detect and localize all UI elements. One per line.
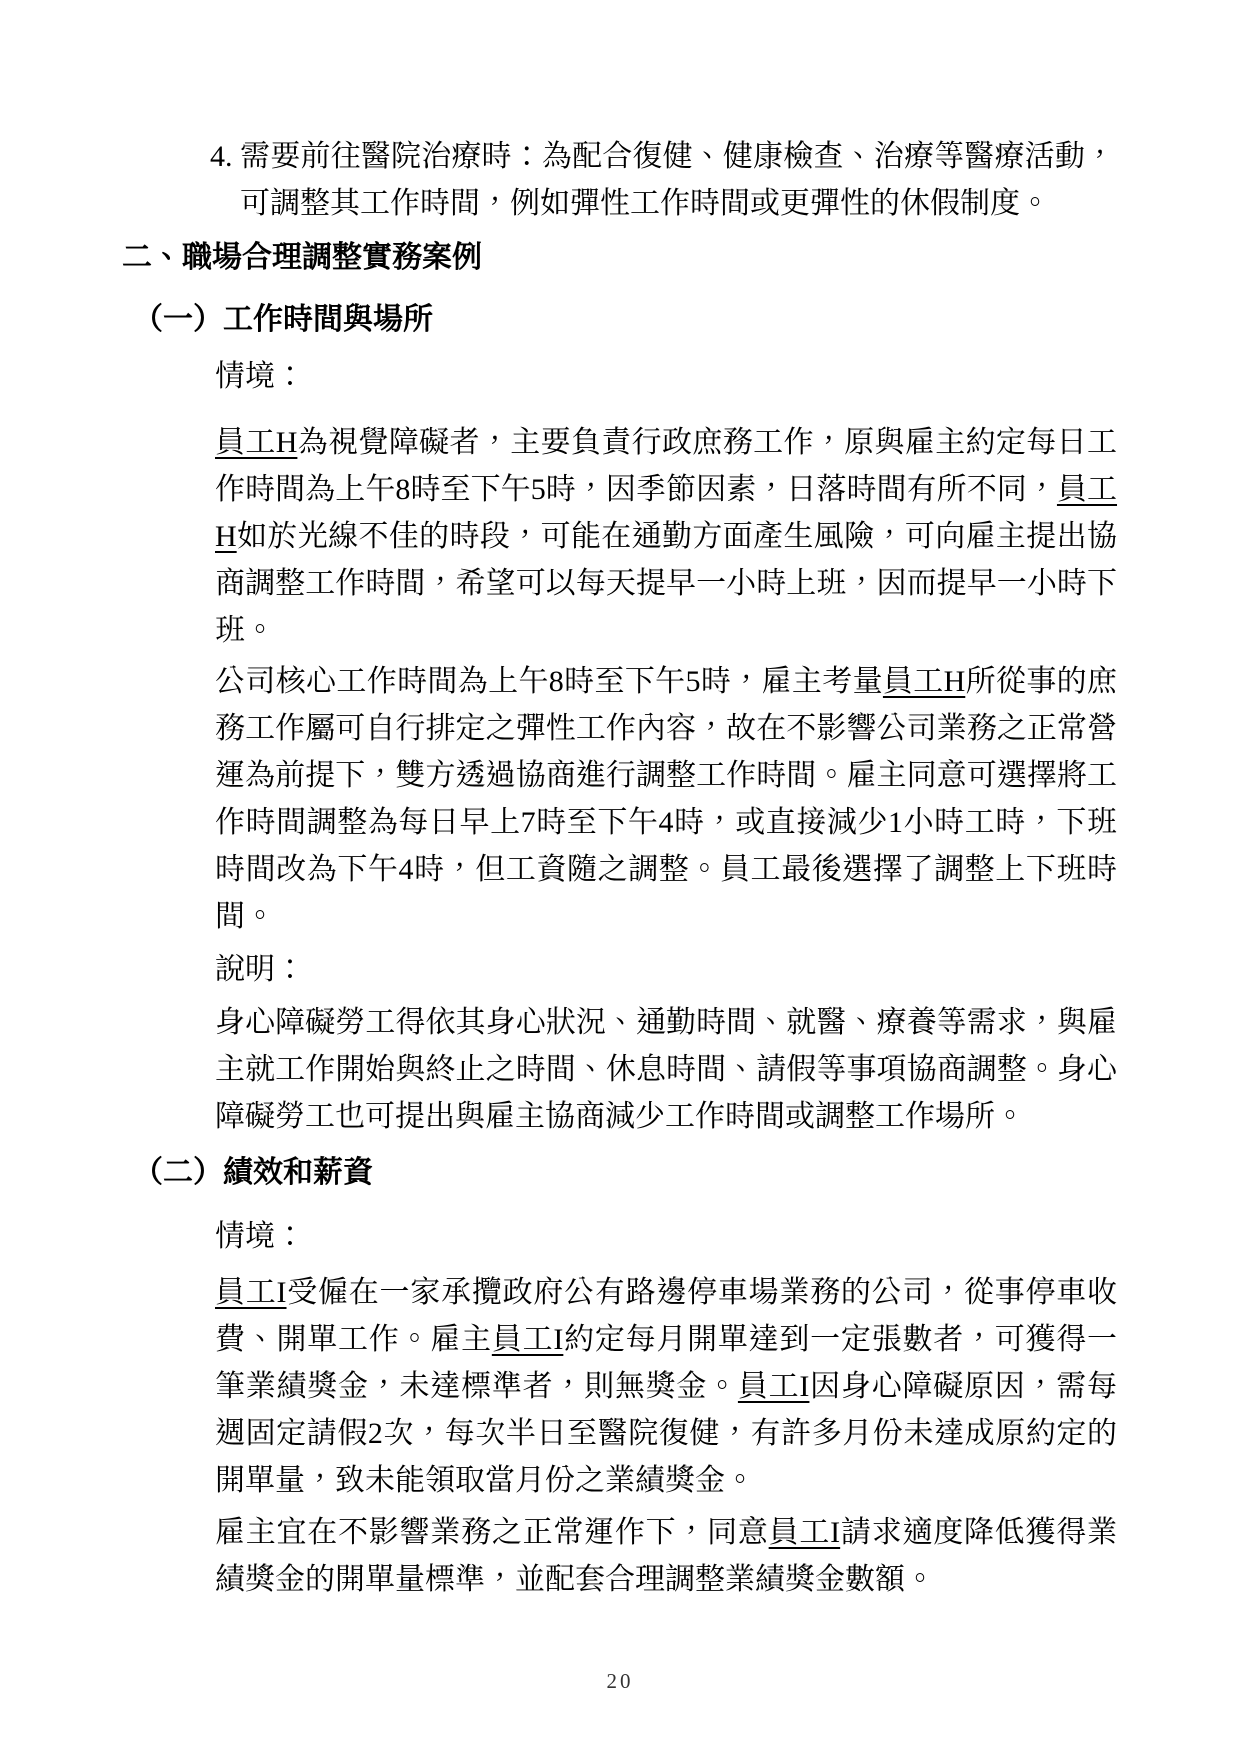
text-segment: 如於光線不佳的時段，可能在通勤方面產生風險，可向雇主提出協商調整工作時間，希望可以每天提早一小時上班，因而提早一小時下班。	[215, 520, 1117, 647]
underlined-employee-ref: 員工I	[215, 1276, 287, 1309]
underlined-employee-ref: 員工I	[491, 1323, 564, 1356]
text-segment: 請求適度降低獲得業績獎金的開單量標準，並配套合理調整業績獎金數額。	[215, 1516, 1117, 1596]
section-heading-2: 二、職場合理調整實務案例	[122, 241, 482, 274]
text-segment: 雇主宜在不影響業務之正常運作下，同意	[215, 1516, 769, 1549]
scenario-1-paragraph-2	[215, 658, 1117, 940]
text-segment: 公司核心工作時間為上午8時至下午5時，雇主考量	[215, 665, 883, 698]
scenario-label-1: 情境：	[215, 360, 305, 393]
underlined-employee-ref: 員工H	[215, 426, 298, 459]
scenario-label-2: 情境：	[215, 1220, 305, 1253]
explanation-1-paragraph	[215, 999, 1117, 1140]
underlined-employee-ref: 員工I	[737, 1370, 810, 1403]
text-segment: 所從事的庶務工作屬可自行排定之彈性工作內容，故在不影響公司業務之正常營運為前提下，雙方透過協商進行調整工作時間。雇主同意可選擇將工作時間調整為每日早上7時至下午4時，或直接減少1小時工時，下班時間改為下午4時，但工資隨之調整。員工最後選擇了調整上下班時間。	[215, 665, 1118, 933]
page-number: 20	[606, 1669, 634, 1693]
underlined-employee-ref: 員工I	[768, 1516, 841, 1549]
underlined-employee-ref: 員工H	[215, 473, 1118, 553]
text-segment: 為視覺障礙者，主要負責行政庶務工作，原與雇主約定每日工作時間為上午8時至下午5時，因季節因素，日落時間有所不同，	[215, 426, 1118, 506]
numbered-list-item-4: 4. 需要前往醫院治療時：為配合復健、健康檢查、治療等醫療活動，可調整其工作時間，例如彈性工作時間或更彈性的休假制度。	[210, 140, 1115, 220]
text-segment: 約定每月開單達到一定張數者，可獲得一筆業績獎金，未達標準者，則無獎金。	[215, 1323, 1117, 1403]
explanation-label-1: 說明：	[215, 953, 305, 986]
subsection-1-heading: （一）工作時間與場所	[133, 303, 433, 336]
scenario-1-paragraph-1	[215, 419, 1117, 654]
underlined-employee-ref: 員工H	[882, 665, 966, 698]
text-segment: 身心障礙勞工得依其身心狀況、通勤時間、就醫、療養等需求，與雇主就工作開始與終止之時間、休息時間、請假等事項協商調整。身心障礙勞工也可提出與雇主協商減少工作時間或調整工作場所。	[215, 1006, 1117, 1133]
subsection-2-heading: （二）績效和薪資	[133, 1156, 373, 1189]
text-segment: 因身心障礙原因，需每週固定請假2次，每次半日至醫院復健，有許多月份未達成原約定的開單量，致未能領取當月份之業績獎金。	[215, 1370, 1118, 1497]
scenario-2-paragraph-2	[215, 1509, 1117, 1603]
text-segment: 受僱在一家承攬政府公有路邊停車場業務的公司，從事停車收費、開單工作。雇主	[215, 1276, 1117, 1356]
scenario-2-paragraph-1	[215, 1269, 1117, 1504]
